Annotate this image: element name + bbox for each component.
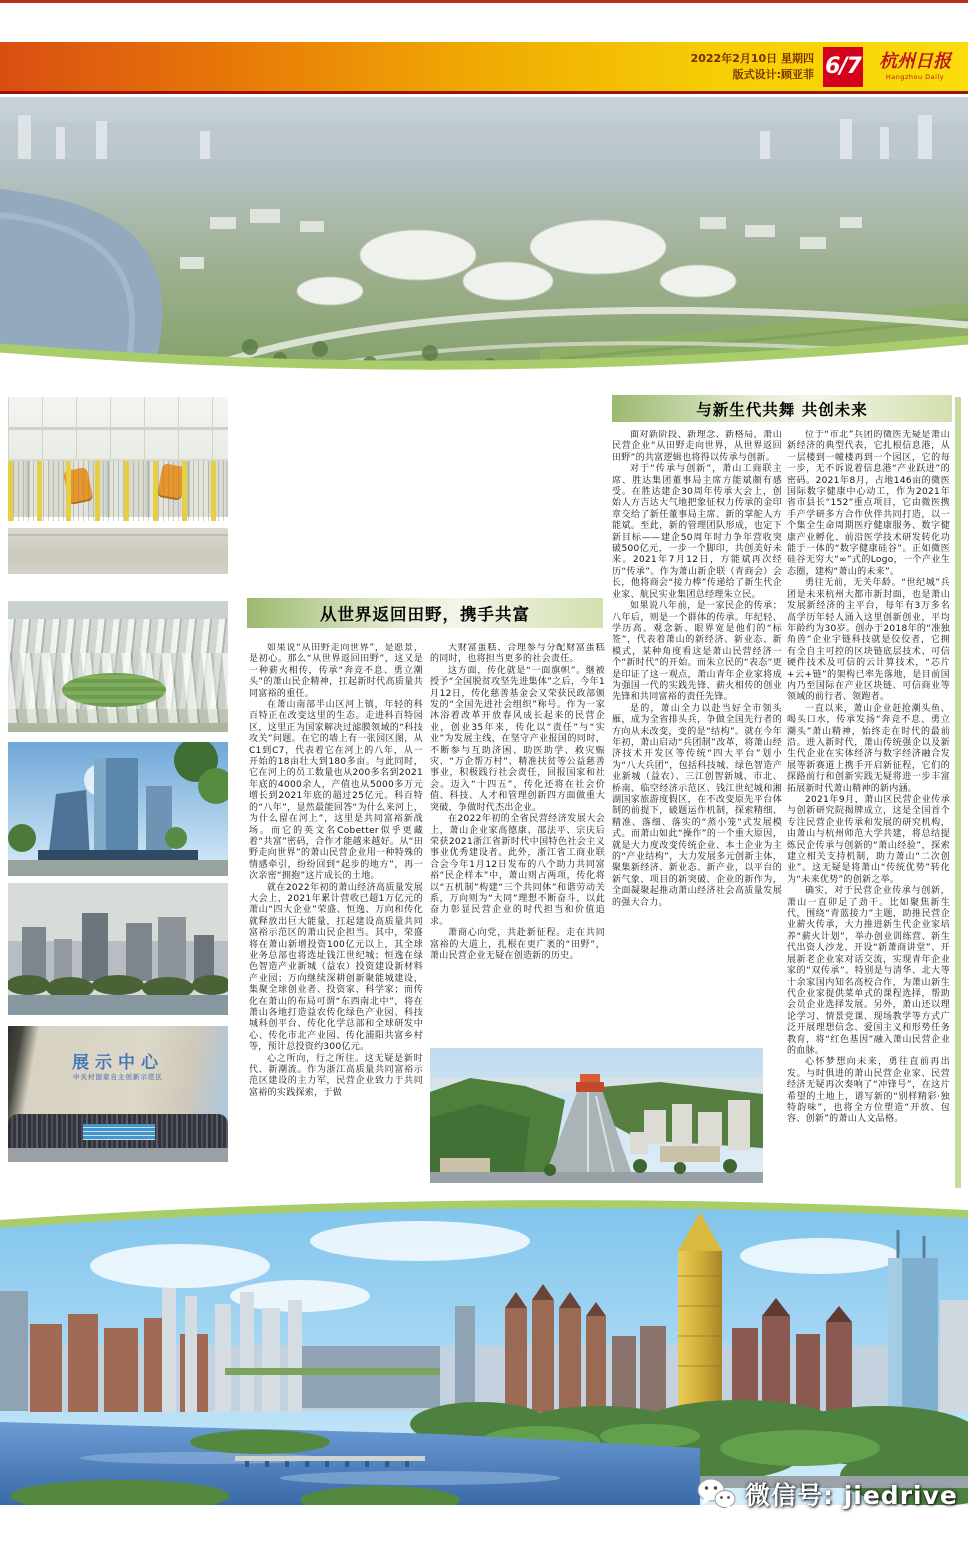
wechat-icon	[696, 1477, 736, 1511]
paragraph: 大财富蛋糕、合理参与分配财富蛋糕的同时，也将担当更多的社会责任。	[430, 643, 605, 665]
newspaper-logo-cn: 杭州日报	[879, 50, 951, 72]
paragraph: 一直以来，萧山企业赶抢潮头鱼、喝头口水，传承发扬“奔竞不息、勇立潮头”萧山精神，始终走在时代的最前沿。进入新时代，萧山传统强企以及新生代企业在实体经济与数字经济融合发展等新赛道上携手开启新征程，它们的探路前行和创新实践无疑将进一步丰富拓展新时代萧山精神的新内涵。	[787, 703, 950, 794]
newspaper-logo-en: Hangzhou Daily	[885, 72, 945, 81]
paragraph: 心之所向，行之所往。这无疑是新时代、新潮流。作为浙江高质量共同富裕示范区建设的主力军，民营企业致力于共同富裕的实践探索，于做	[249, 1053, 423, 1098]
masthead-designer-line: 版式设计:顾亚菲	[732, 67, 814, 81]
paragraph: 在萧山南部半山区河上镇，年轻的科百特正在改变这里的生态。走进科百特园区，这里正为国家解决过滤膜领域的“科技攻关”问题。在它的墙上有一张园区图，从C1到C7，代表着它在河上的八年，从一开始的18亩壮大到180多亩。与此同时，它在河上的员工数量也从200多名到2021年底的4000余人，产值也从5000多万元增长到2021年底的超过25亿元。科百特的“八年”，显然最能回答“为什么来河上，为什么留在河上”，这里是共同富裕新战场。而它的英文名Cobetter似乎更藏着“共富”密码，合作才能越来越好。从“田野走向世界”的萧山民营企业用一种特殊的情感牵引，纷纷回到“起步的地方”，再一次亲密“拥抱”这片成长的土地。	[249, 700, 423, 882]
paragraph: 萧商心向党，共赴新征程。走在共同富裕的大道上，扎根在更广袤的“田野”，萧山民营企业无疑在创造新的历史。	[430, 928, 605, 961]
city-render-photo	[8, 883, 228, 1015]
wechat-id-label: 微信号: jiedrive	[745, 1481, 958, 1510]
masthead-date	[691, 51, 814, 82]
left-article-headline: 从世界返回田野，携手共富	[247, 598, 603, 628]
newspaper-logo	[872, 50, 958, 81]
left-article-column-1	[249, 643, 423, 1233]
paragraph: 心怀梦想向未来，勇往直前再出发。与时俱进的萧山民营企业家、民营经济无疑再次奏响了“冲锋号”，在这片希望的土地上，谱写新的“别样精彩·独特韵味”，也将全方位塑造“开放、包容、创新”的萧山人文品格。	[787, 1057, 950, 1125]
paragraph: 2021年9月，萧山区民营企业传承与创新研究院揭牌成立，这是全国首个专注民营企业传承和发展的研究机构，由萧山与杭州师范大学共建，将总结提炼民企传承与创新的“萧山经验”，探索建立相关支持机制，助力萧山“二次创业”。这无疑是将萧山“传统优势”转化为“未来优势”的创新之举。	[787, 795, 950, 885]
right-green-accent-line	[955, 397, 961, 1189]
masthead-date-line1: 2022年2月10日 星期四	[690, 52, 814, 66]
top-rule	[0, 0, 968, 3]
paragraph: 勇往无前，无关年龄。“世纪城”兵团是未来杭州大都市新封面，也是萧山发展新经济的主平台，每年有3万多名高学历年轻人涌入这里创新创业，平均年龄约为30岁。创办于2018年的“准独角兽”企业宇链科技就是佼佼者，它拥有全自主可控的区块链底层技术、可信硬件技术及可信的云计算技术，“芯片+云+链”的架构已率先落地，是目前国内乃至国际在产业区块链、可信商业等领域的前行者、领跑者。	[787, 578, 950, 703]
right-article-column-2	[787, 430, 950, 1190]
factory-safety-fence	[8, 459, 228, 521]
right-article-headline: 与新生代共舞 共创未来	[612, 395, 952, 422]
paragraph: 是的，萧山全力以赴当好全市领头雁，成为全省排头兵，争做全国先行者的方向从未改变，变的是“结构”。就在今年年初，萧山启动“兵团制”改革，将萧山经济技术开发区等传统“四大平台”划小为“八大兵团”，包括科技城、绿色智造产业新城（益农）、三江创智新城、市北、桥南、临空经济示范区、钱江世纪城和湘湖国家旅游度假区，在不改变原先平台体制的前提下，破题运作机制，探索精细、精准、落细、落实的“蒸小笼”式发展模式。而萧山如此“操作”的一个重大原因，就是大力度改变传统企业、本土企业为主的“产业结构”，大力发展多元创新主体，聚集新经济、新业态、新产业，以平台的新气象、项目的新突破、企业的新作为，全面凝聚起推动萧山经济社会高质量发展的强大合力。	[612, 703, 782, 908]
aerial-town-photo	[8, 601, 228, 732]
town-green-field	[62, 673, 166, 707]
paragraph: 这方面，传化就是“一面旗帜”。继被授予“全国脱贫攻坚先进集体”之后，今年1月12日，传化慈善基金会又荣获民政部颁发的“全国先进社会组织”称号。作为一家沐浴着改革开放春风成长起来的民营企业，创业35年来，传化以“责任”与“实业”为发展主线，在坚守产业报国的同时，不断参与互助济困、助医助学、救灾赈灾、“万企帮万村”、精准扶贫等公益慈善事业，积极践行社会责任，回报国家和社会。迈入“十四五”，传化还将在社会价值、科技、人才和管理创新四方面做重大突破，争做时代杰出企业。	[430, 665, 605, 813]
paragraph: 位于“市北”兵团的微医无疑是萧山新经济的典型代表，它扎根信息港，从一层楼到一幢楼再到一个园区，它的每一步，无不诉说着信息港“产业跃进”的密码。2021年8月，占地146亩的微医国际数字健康中心动工，作为2021年省市县长“152”重点项目，它由微医携手产学研多方合作伙伴共同打造，以一个集全生命周期医疗健康服务、数字健康产业孵化、前沿医学技术研发转化功能于一体的“数字健康硅谷”。正如微医硅谷无穷大“∞”式的Logo，一个产业生态圈，建构“萧山的未来”。	[787, 430, 950, 577]
exhibition-sign-subtitle: 中关村国家自主创新示范区	[73, 1073, 163, 1081]
masthead	[0, 42, 968, 94]
glass-towers-photo	[8, 742, 228, 876]
page-number-badge: 6/7	[823, 47, 863, 87]
paragraph: 就在2022年初的萧山经济高质量发展大会上，2021年累计营收已超1万亿元的萧山“四大企业”荣盛、恒逸、万向和传化就释放出巨大能量，扛起建设高质量共同富裕示范区的萧山民企担当。其中，荣盛将在萧山新增投资100亿元以上，其全球业务总部也将选址钱江世纪城；恒逸在绿色智造产业新城（益农）投资建设新材料产业园；万向继续深耕创新聚能城建设，集聚全球创业者、投资家、科学家；而传化在萧山的布局可谓“东西南北中”，将在萧山各地打造益农传化绿色产业园、科技城科创平台、传化化学总部和全球研发中心、传化市北产业园、传化浦阳共富乡村等，预计总投资约300亿元。	[249, 882, 423, 1053]
paragraph: 如果说“从田野走向世界”，是愿景，是初心。那么“从世界返回田野”，这又是一种薪火相传，传承“奔竞不息、勇立潮头”的萧山民企精神，扛起新时代高质量共同富裕的重任。	[249, 643, 423, 699]
left-article-column-2	[430, 643, 605, 1041]
exhibition-banner	[83, 1124, 155, 1140]
paragraph: 在2022年初的全省民营经济发展大会上，萧山企业家高德康、邵法平、宗庆后荣获2021浙江省新时代中国特色社会主义事业优秀建设者。此外，浙江省工商业联合会今年1月12日发布的八个助力共同富裕“民企样本”中，萧山则占两项，传化将以“五机制”构建“三个共同体”和谐劳动关系，万向则为“大同”理想不断奋斗，以此奋力彰显民营企业的时代担当和价值追求。	[430, 814, 605, 927]
exhibition-sign-title: 展示中心	[72, 1053, 164, 1073]
paragraph: 对于“传承与创新”，萧山工商联主席、胜达集团董事局主席方能斌颇有感受。在胜达建企30周年传承大会上，创始人方吉达大气地把象征权力传承的金印章交给了新任董事局主席、新的掌舵人方能斌。至此，新的管理团队形成，也定下新目标——建企50周年时力争年营收突破500亿元，一步一个脚印，共创美好未来。2021年7月12日，方能斌再次经历“传承”。作为萧山新企联（青商会）会长，他将商会“接力棒”传递给了新生代企业家、航民实业集团总经理朱立民。	[612, 464, 782, 600]
factory-robots-photo	[8, 397, 228, 574]
paragraph: 面对新阶段、新理念、新格局，萧山民营企业“从田野走向世界，从世界返回田野”的共富逻辑也将得以传承与创新。	[612, 430, 782, 463]
highway-aerial-photo	[430, 1048, 763, 1183]
right-article-column-1	[612, 430, 782, 1008]
paragraph: 如果说八年前，是一家民企的传承；八年后，则是一个群体的传承。年纪轻、学历高、观念新、眼界宽是他们的“标签”，代表着萧山的新经济、新业态、新模式，某种角度看这是萧山民营经济一个“新时代”的开始。而朱立民的“表态”更是印证了这一观点，萧山青年企业家将成为强国一代的实践先锋、薪火相传的创业先锋和共同富裕的责任先锋。	[612, 601, 782, 703]
paragraph: 确实，对于民营企业传承与创新，萧山一直卯足了劲干。比如聚焦新生代，围绕“青蓝接力”主题，助推民营企业薪火传承，大力推进新生代企业家培养“薪火计划”，举办创业训练营、新生代出资人沙龙、开设“新萧商讲堂”、开展新老企业家对话交流，实现青年企业家的“双传承”。特别是与清华、北大等十余家国内知名高校合作，为萧山新生代企业家提供菜单式的课程选择，帮助会员企业选择发展。另外，萧山还以理论学习、情景党课、现场教学等方式广泛开展理想信念、爱国主义和形势任务教育，将“红色基因”融入萧山民营企业的血脉。	[787, 886, 950, 1056]
exhibition-ground	[8, 1148, 228, 1162]
wechat-badge	[696, 1476, 958, 1512]
factory-beam	[8, 427, 228, 430]
factory-floor-line	[8, 534, 228, 536]
city-panorama-photo	[0, 1196, 968, 1505]
exhibition-center-photo	[8, 1026, 228, 1162]
main-aerial-photo	[0, 97, 968, 387]
